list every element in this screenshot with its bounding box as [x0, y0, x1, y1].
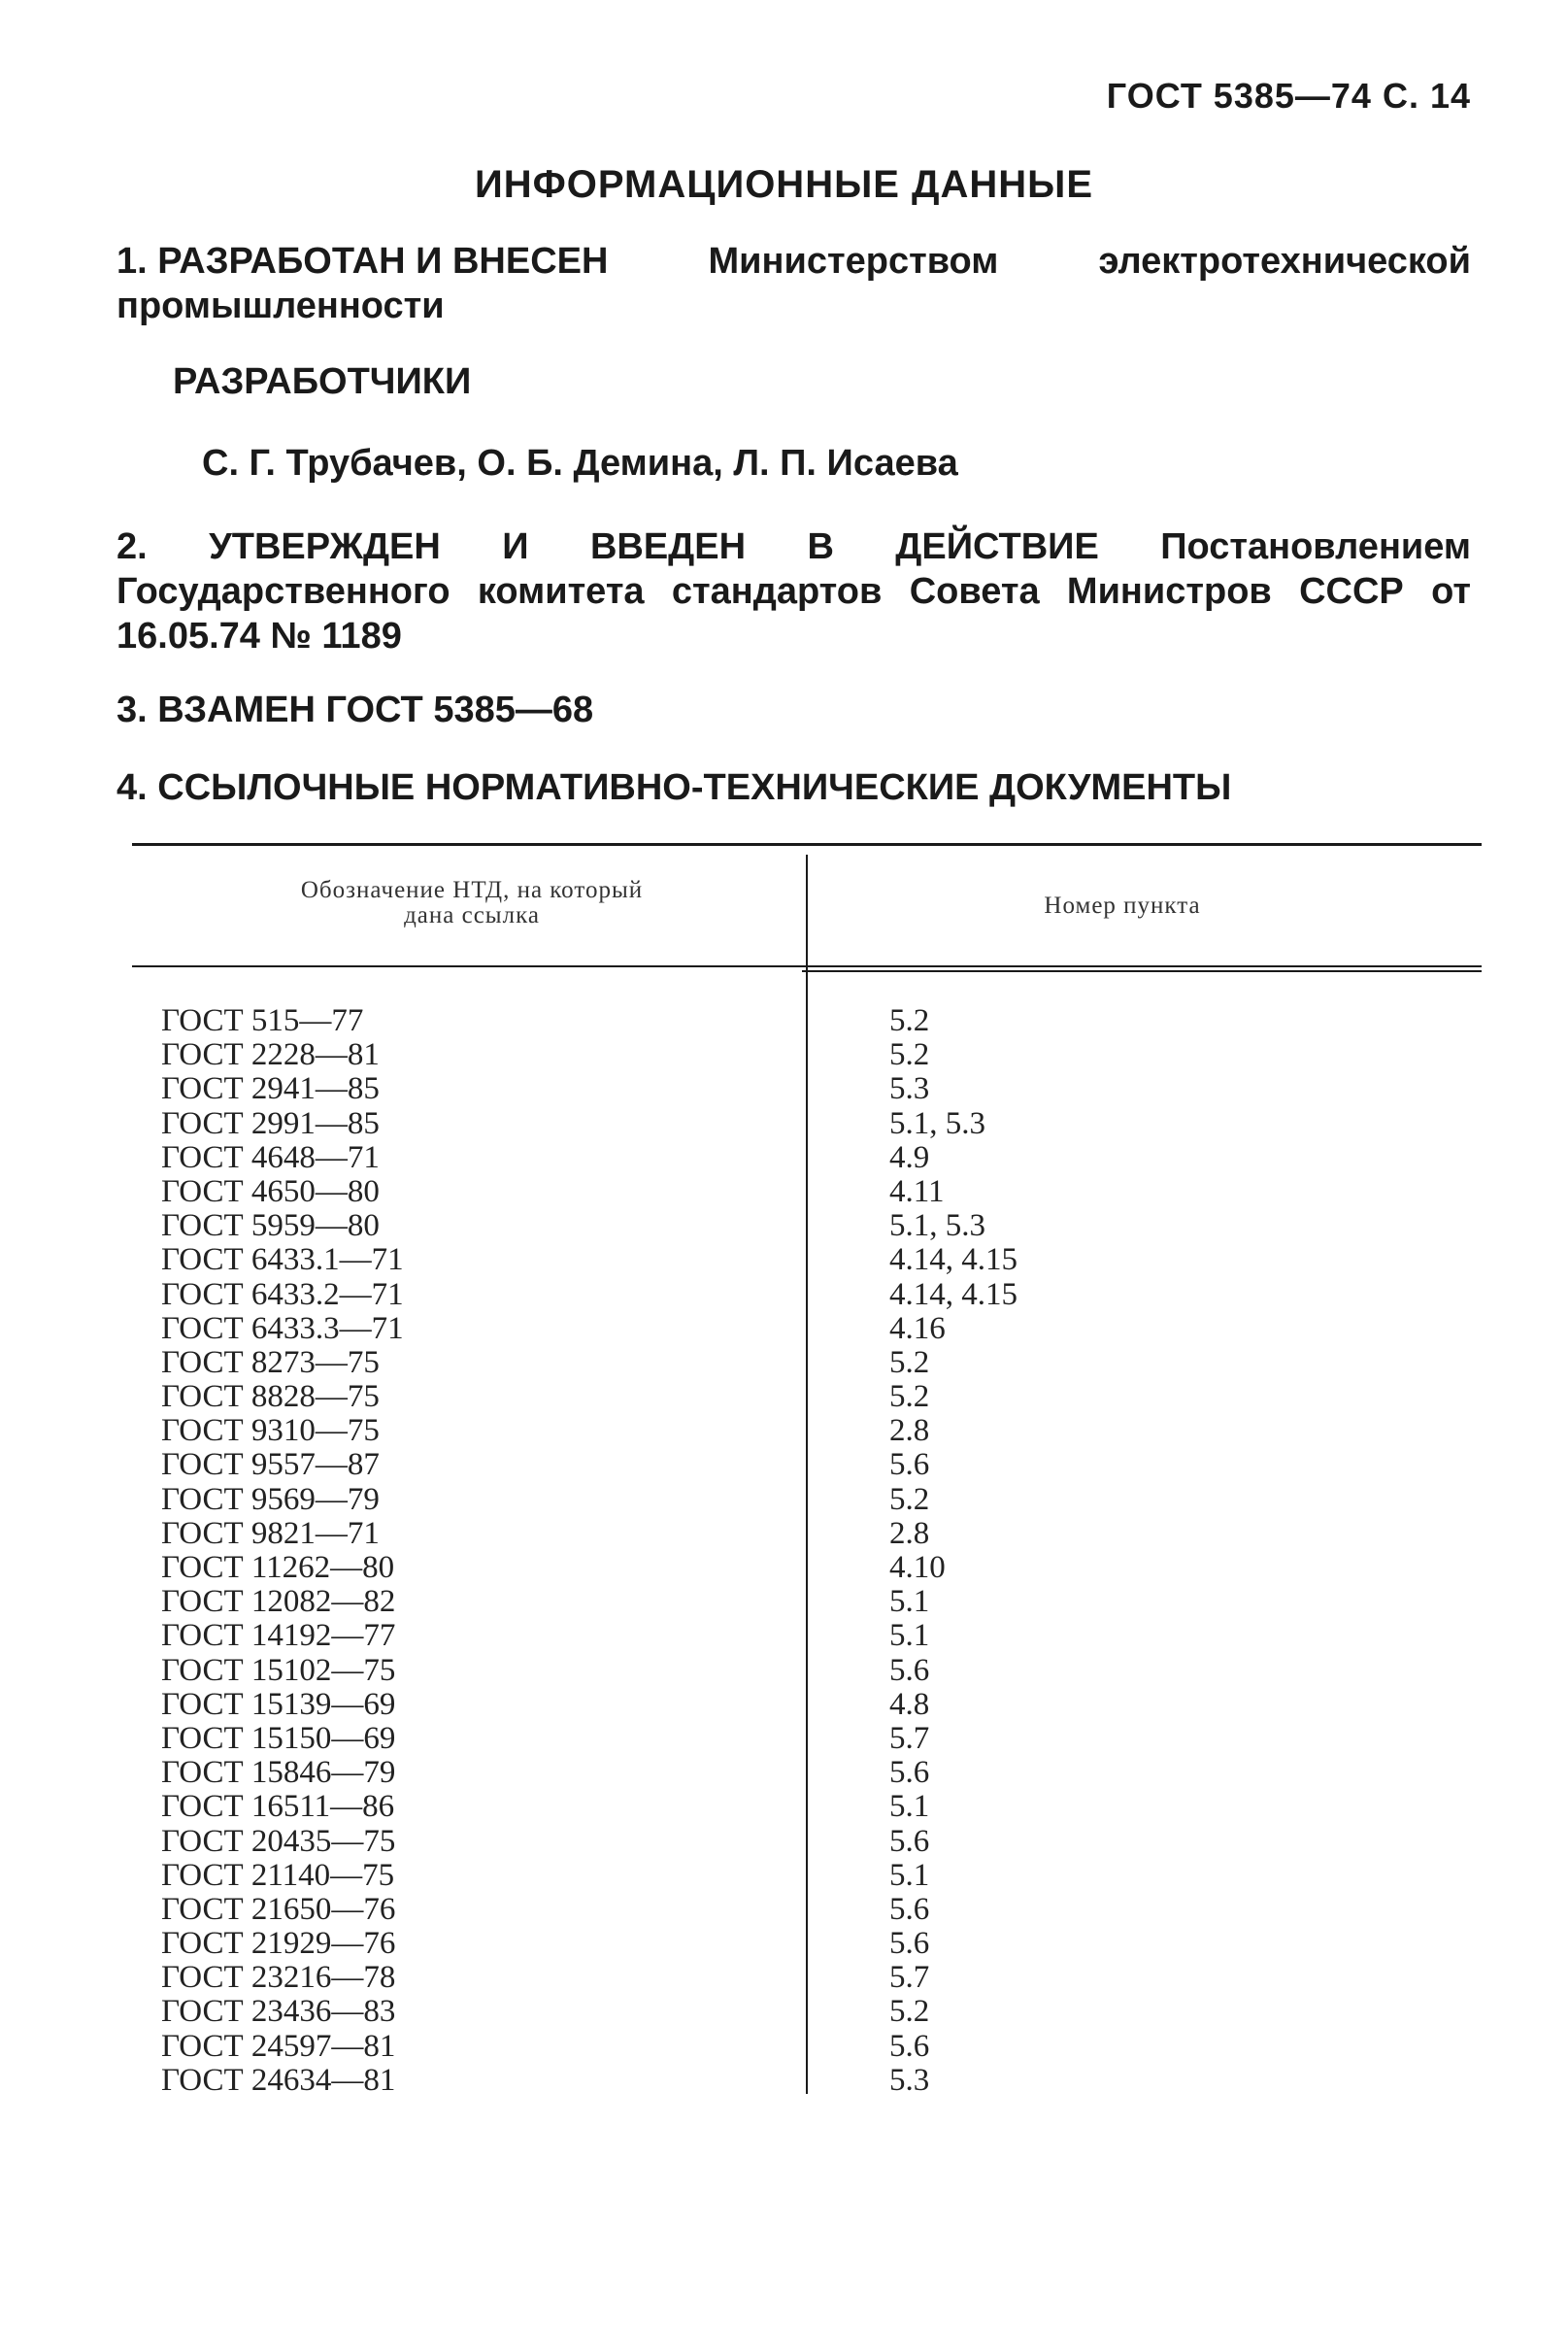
table-cell-item: 5.2 — [889, 1003, 930, 1038]
page-header: ГОСТ 5385—74 С. 14 — [1106, 76, 1471, 116]
table-cell-item: 5.7 — [889, 1720, 930, 1756]
table-cell-item: 5.6 — [889, 1755, 930, 1791]
table-cell-document: ГОСТ 4648—71 — [161, 1139, 380, 1175]
table-cell-item: 5.6 — [889, 1891, 930, 1927]
table-cell-document: ГОСТ 6433.3—71 — [161, 1310, 404, 1346]
table-cell-document: ГОСТ 9821—71 — [161, 1515, 380, 1551]
table-cell-document: ГОСТ 15150—69 — [161, 1720, 396, 1756]
table-cell-document: ГОСТ 9557—87 — [161, 1447, 380, 1483]
section-1-line-1 — [117, 239, 1471, 284]
table-cell-document: ГОСТ 9310—75 — [161, 1413, 380, 1449]
table-row — [132, 1004, 1482, 1038]
section-1 — [117, 239, 1471, 328]
table-cell-document: ГОСТ 8828—75 — [161, 1379, 380, 1415]
table-cell-item: 5.3 — [889, 1071, 930, 1107]
table-row — [132, 1448, 1482, 1482]
table-cell-item: 5.6 — [889, 1823, 930, 1859]
table-cell-document: ГОСТ 2941—85 — [161, 1071, 380, 1107]
table-cell-item: 5.1 — [889, 1584, 930, 1620]
table-row — [132, 1346, 1482, 1380]
table-cell-document: ГОСТ 20435—75 — [161, 1823, 396, 1859]
table-cell-document: ГОСТ 515—77 — [161, 1003, 364, 1038]
table-row — [132, 1517, 1482, 1551]
section-1-lead — [117, 239, 608, 284]
table-header-document-line-1: Обозначение НТД, на который — [300, 877, 644, 903]
table-cell-item: 5.2 — [889, 1379, 930, 1415]
table-cell-item: 5.1 — [889, 1618, 930, 1654]
table-cell-document: ГОСТ 21140—75 — [161, 1857, 395, 1893]
table-row — [132, 1619, 1482, 1653]
table-cell-item: 5.1 — [889, 1789, 930, 1825]
table-top-rule — [132, 843, 1482, 846]
table-cell-document: ГОСТ 15139—69 — [161, 1686, 396, 1722]
table-cell-document: ГОСТ 8273—75 — [161, 1344, 380, 1380]
table-row — [132, 1961, 1482, 1995]
table-cell-item: 4.14, 4.15 — [889, 1242, 1018, 1278]
table-cell-document: ГОСТ 5959—80 — [161, 1208, 380, 1244]
table-row — [132, 1722, 1482, 1756]
section-1-word-1: Министерством — [708, 241, 999, 282]
table-cell-document: ГОСТ 12082—82 — [161, 1584, 396, 1620]
table-cell-document: ГОСТ 24597—81 — [161, 2028, 396, 2064]
table-cell-document: ГОСТ 9569—79 — [161, 1481, 380, 1517]
table-cell-item: 5.1, 5.3 — [889, 1105, 985, 1141]
table-cell-document: ГОСТ 4650—80 — [161, 1173, 380, 1209]
table-cell-item: 5.7 — [889, 1960, 930, 1996]
table-cell-item: 4.14, 4.15 — [889, 1276, 1018, 1312]
table-row — [132, 1038, 1482, 1072]
table-header-item: Номер пункта — [1044, 893, 1201, 919]
table-cell-document: ГОСТ 6433.1—71 — [161, 1242, 404, 1278]
table-cell-document: ГОСТ 11262—80 — [161, 1550, 395, 1585]
table-cell-item: 5.2 — [889, 1037, 930, 1073]
table-cell-document: ГОСТ 15102—75 — [161, 1652, 396, 1688]
table-cell-document: ГОСТ 23436—83 — [161, 1994, 396, 2030]
table-cell-item: 5.1 — [889, 1857, 930, 1893]
table-cell-item: 5.6 — [889, 1447, 930, 1483]
section-1-line-2: промышленности — [117, 286, 445, 326]
table-row — [132, 1688, 1482, 1722]
table-body — [132, 1004, 1482, 2098]
table-header-rule — [132, 965, 1482, 967]
table-cell-item: 4.10 — [889, 1550, 946, 1585]
table-row — [132, 1107, 1482, 1141]
table-row — [132, 1141, 1482, 1175]
table-header-document — [190, 878, 753, 928]
table-header-rule-double — [802, 970, 1482, 972]
table-row — [132, 1790, 1482, 1824]
table-cell-item: 5.6 — [889, 1652, 930, 1688]
table-cell-document: ГОСТ 24634—81 — [161, 2062, 396, 2098]
table-cell-item: 5.6 — [889, 1926, 930, 1962]
table-cell-item: 4.9 — [889, 1139, 930, 1175]
section-4-text: ССЫЛОЧНЫЕ НОРМАТИВНО-ТЕХНИЧЕСКИЕ ДОКУМЕНТЫ — [157, 767, 1232, 808]
table-row — [132, 1927, 1482, 1961]
table-row — [132, 1278, 1482, 1312]
table-cell-document: ГОСТ 21650—76 — [161, 1891, 396, 1927]
section-4-number: 4. — [117, 767, 148, 808]
table-row — [132, 2064, 1482, 2098]
table-row — [132, 1483, 1482, 1517]
table-cell-document: ГОСТ 2228—81 — [161, 1037, 380, 1073]
section-1-lead-text: РАЗРАБОТАН И ВНЕСЕН — [157, 241, 609, 282]
table-cell-item: 5.2 — [889, 1481, 930, 1517]
section-3 — [117, 688, 1471, 732]
table-row — [132, 1414, 1482, 1448]
table-row — [132, 1995, 1482, 2029]
section-1-number: 1. — [117, 241, 148, 282]
table-row — [132, 2030, 1482, 2064]
table-cell-document: ГОСТ 2991—85 — [161, 1105, 380, 1141]
developers-heading: РАЗРАБОТЧИКИ — [173, 361, 472, 402]
table-cell-document: ГОСТ 15846—79 — [161, 1755, 396, 1791]
section-2-text: УТВЕРЖДЕН И ВВЕДЕН В ДЕЙСТВИЕ Постановлением Государственного комитета стандартов Совета Министров СССР от 16.05.74 № 1189 — [117, 526, 1471, 657]
table-cell-document: ГОСТ 16511—86 — [161, 1789, 395, 1825]
table-cell-item: 5.2 — [889, 1994, 930, 2030]
table-row — [132, 1893, 1482, 1927]
table-cell-item: 5.1, 5.3 — [889, 1208, 985, 1244]
table-cell-item: 2.8 — [889, 1413, 930, 1449]
table-row — [132, 1072, 1482, 1106]
section-3-text: ВЗАМЕН ГОСТ 5385—68 — [157, 690, 594, 730]
table-cell-item: 4.11 — [889, 1173, 945, 1209]
developers-names: С. Г. Трубачев, О. Б. Демина, Л. П. Исаева — [202, 443, 958, 484]
section-2-number: 2. — [117, 526, 148, 567]
table-header-document-line-2: дана ссылка — [404, 902, 540, 928]
section-3-number: 3. — [117, 690, 148, 730]
table-row — [132, 1859, 1482, 1893]
table-row — [132, 1175, 1482, 1209]
table-cell-document: ГОСТ 21929—76 — [161, 1926, 396, 1962]
table-row — [132, 1585, 1482, 1619]
table-row — [132, 1209, 1482, 1243]
table-row — [132, 1756, 1482, 1790]
table-cell-document: ГОСТ 14192—77 — [161, 1618, 396, 1654]
table-row — [132, 1551, 1482, 1585]
table-row — [132, 1654, 1482, 1688]
table-row — [132, 1380, 1482, 1414]
table-row — [132, 1825, 1482, 1859]
table-cell-item: 5.3 — [889, 2062, 930, 2098]
document-title: ИНФОРМАЦИОННЫЕ ДАННЫЕ — [474, 163, 1094, 206]
table-cell-document: ГОСТ 23216—78 — [161, 1960, 396, 1996]
table-row — [132, 1312, 1482, 1346]
section-2 — [117, 524, 1471, 658]
table-cell-item: 2.8 — [889, 1515, 930, 1551]
table-cell-document: ГОСТ 6433.2—71 — [161, 1276, 404, 1312]
table-cell-item: 4.16 — [889, 1310, 946, 1346]
section-1-word-2: электротехнической — [1098, 241, 1471, 282]
table-cell-item: 4.8 — [889, 1686, 930, 1722]
table-cell-item: 5.6 — [889, 2028, 930, 2064]
table-cell-item: 5.2 — [889, 1344, 930, 1380]
section-4 — [117, 765, 1471, 810]
table-row — [132, 1243, 1482, 1277]
